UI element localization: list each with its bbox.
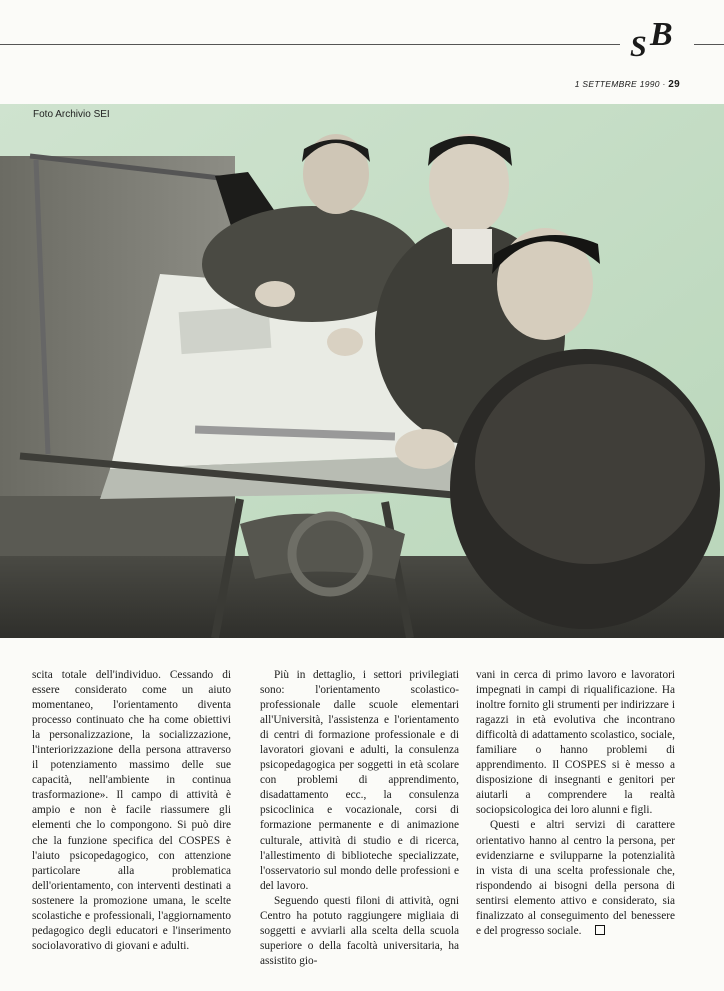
date-text: 1 SETTEMBRE 1990 · xyxy=(574,79,669,89)
paragraph: scita totale dell'individuo. Cessando di essere considerato come un aiuto momentaneo, l'orientamento diventa processo continuato che ha come obiettivi la personalizzazione, la socializzazione, l'interiorizzazione della persona attraverso il potenziamento massimo delle sue capacità, nell'ambiente in continua trasformazione». Il campo di attività è ampio e non è facile riassumere gli elementi che lo compongono. Si può dire che la funzione specifica del COSPES è l'aiuto psicopedagogico, con attenzione particolare alla problematica dell'orientamento, con interventi destinati a sostenere la promozione umana, le scelte scolastiche e professionali, l'aggiornamento pedagogico degli educatori e l'inserimento sociolavorativo di giovani e adulti. xyxy=(32,669,231,952)
header-rule xyxy=(0,44,620,45)
text-column-2 xyxy=(260,668,459,969)
logo-letter-b: B xyxy=(650,16,673,53)
boy-right-hand xyxy=(395,429,455,469)
magazine-logo xyxy=(628,14,698,64)
text-column-1 xyxy=(32,668,231,954)
boy-middle-hand xyxy=(327,328,363,356)
logo-letter-s: S xyxy=(630,30,647,63)
paragraph: Seguendo questi filoni di attività, ogni Centro ha potuto raggiungere migliaia di soggetti e avviarli alla scelta della scuola superiore o della facoltà universitaria, ha assistito gio- xyxy=(260,894,459,967)
page-number: 29 xyxy=(668,79,680,90)
paragraph: vani in cerca di primo lavoro e lavoratori impegnati in campi di riqualificazione. Ha inoltre fornito gli strumenti per indirizzare i ragazzi in età evolutiva che incontrano difficoltà di adattamento scolastico, sociale, familiare o hanno problemi di apprendimento. Il COSPES si è messo a disposizione di insegnanti e genitori per aiutarli a comprendere la realtà sociopsicologica dei loro alunni e figli. xyxy=(476,669,675,817)
paragraph-text: Questi e altri servizi di carattere orientativo hanno al centro la persona, per evidenziarne e svilupparne la potenzialità in vista di una scelta professionale che, rispondendo ai bisogni della persona di sentirsi elemento attivo e considerato, sia finalizzato al conseguimento del benessere e del progresso sociale. xyxy=(476,819,675,937)
issue-date xyxy=(575,79,680,90)
text-column-3 xyxy=(476,668,675,939)
article-photo xyxy=(0,104,724,638)
end-of-article-icon xyxy=(595,925,605,935)
photo-credit: Foto Archivio SEI xyxy=(33,109,110,120)
header-rule-right xyxy=(694,44,724,45)
paragraph xyxy=(476,818,675,938)
photo-illustration xyxy=(0,104,724,638)
boy-left-hand xyxy=(255,281,295,307)
wall-cabinet xyxy=(0,496,235,556)
paragraph: Più in dettaglio, i settori privilegiati sono: l'orientamento scolastico-professionale dalle scuole elementari all'Università, l'assistenza e l'orientamento di centri di formazione professionale e di lavoratori giovani e adulti, la consulenza psicopedagogica per soggetti in età scolare con problemi di apprendimento, disadattamento ecc., la consulenza psicoclinica e vocazionale, corsi di formazione permanente e di animazione culturale, attività di studio e di ricerca, l'allestimento di biblioteche specializzate, l'osservatorio sul mondo delle professioni e del lavoro. xyxy=(260,669,459,892)
article-body xyxy=(32,668,692,968)
boy-right-sweater-pattern xyxy=(475,364,705,564)
boy-middle-collar xyxy=(452,229,492,264)
